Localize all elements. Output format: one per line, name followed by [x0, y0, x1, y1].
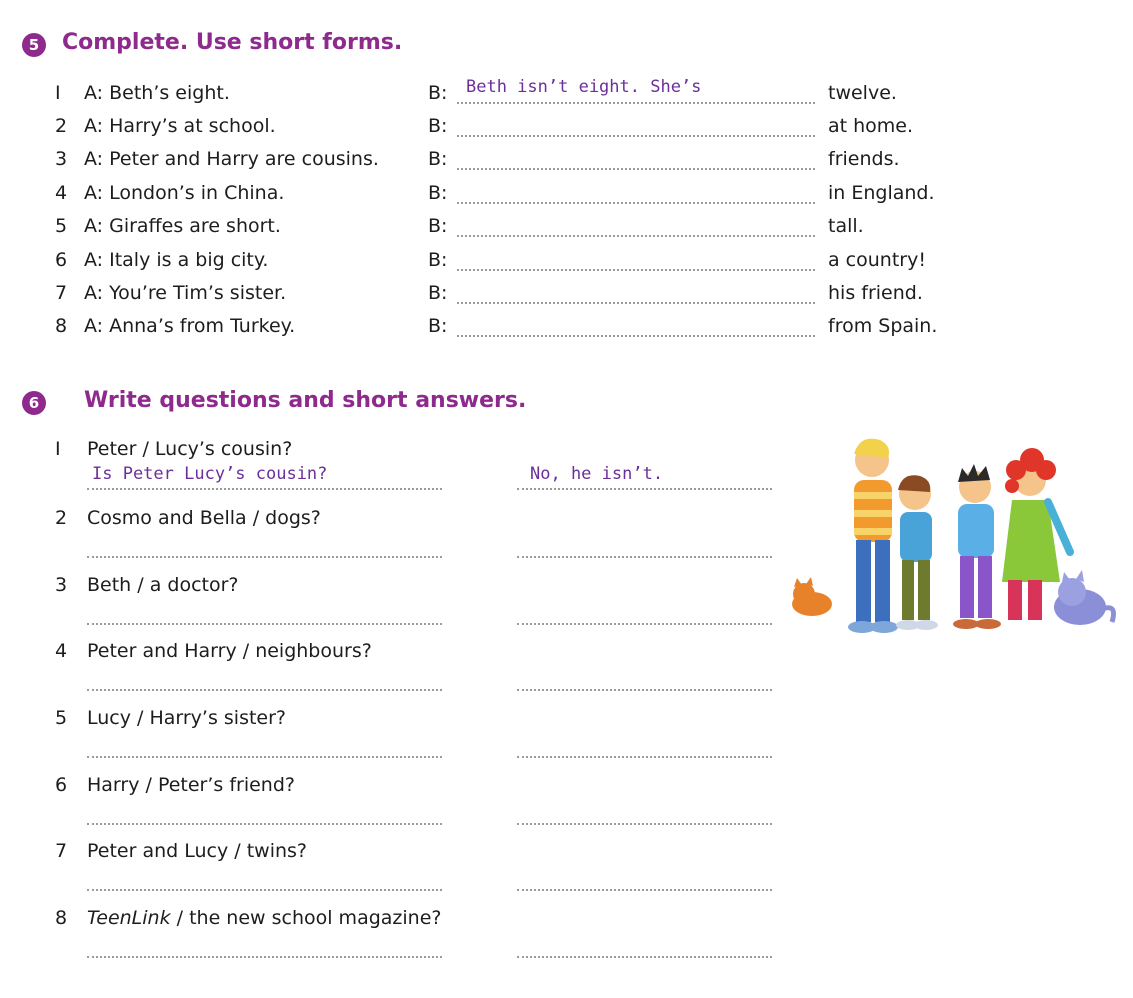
b-label: B: [428, 249, 448, 271]
row-question: A: Peter and Harry are cousins. [84, 148, 379, 170]
four-children-illustration [780, 432, 1120, 647]
row-prompt: Peter / Lucy’s cousin? [87, 438, 293, 460]
row-prompt: Cosmo and Bella / dogs? [87, 507, 321, 529]
short-answer-line[interactable] [517, 488, 772, 490]
exercise-5-row [0, 146, 1133, 179]
question-line[interactable] [87, 623, 442, 625]
row-prompt: Lucy / Harry’s sister? [87, 707, 287, 729]
row-number: 5 [55, 707, 68, 729]
exercise-5-row [0, 180, 1133, 213]
row-ending: friends. [828, 148, 900, 170]
short-answer-line[interactable] [517, 756, 772, 758]
row-number: 4 [55, 182, 68, 204]
row-ending: a country! [828, 249, 926, 271]
handwritten-answer: Beth isn’t eight. She’s [466, 77, 702, 97]
handwritten-question: Is Peter Lucy’s cousin? [92, 464, 328, 484]
row-number: 8 [55, 315, 68, 337]
short-answer-line[interactable] [517, 889, 772, 891]
row-number: 3 [55, 574, 68, 596]
row-question: A: Italy is a big city. [84, 249, 269, 271]
b-label: B: [428, 315, 448, 337]
handwritten-short-answer: No, he isn’t. [530, 464, 664, 484]
row-number: 6 [55, 774, 68, 796]
short-answer-line[interactable] [517, 623, 772, 625]
exercise-6-header [22, 388, 46, 418]
answer-line[interactable] [457, 269, 815, 271]
row-question: A: Beth’s eight. [84, 82, 230, 104]
row-ending: his friend. [828, 282, 923, 304]
row-number: 5 [55, 215, 68, 237]
question-line[interactable] [87, 756, 442, 758]
question-line[interactable] [87, 889, 442, 891]
row-question: A: Harry’s at school. [84, 115, 276, 137]
exercise-5-row [0, 280, 1133, 313]
row-ending: from Spain. [828, 315, 938, 337]
row-number: 8 [55, 907, 68, 929]
row-number: 7 [55, 840, 68, 862]
row-prompt: Beth / a doctor? [87, 574, 239, 596]
short-answer-line[interactable] [517, 556, 772, 558]
row-number: 6 [55, 249, 68, 271]
row-number: 4 [55, 640, 68, 662]
magazine-name: TeenLink [87, 907, 171, 929]
row-prompt-rest: / the new school magazine? [170, 907, 442, 929]
question-line[interactable] [87, 689, 442, 691]
exercise-5-title: Complete. Use short forms. [62, 30, 403, 55]
orange-cat-icon [792, 577, 832, 616]
row-question: A: Anna’s from Turkey. [84, 315, 296, 337]
exercise-6-number-badge: 6 [22, 391, 46, 415]
exercise-5-row [0, 313, 1133, 346]
row-ending: at home. [828, 115, 914, 137]
short-answer-line[interactable] [517, 823, 772, 825]
row-number: I [55, 82, 61, 104]
row-prompt: Peter and Harry / neighbours? [87, 640, 372, 662]
row-number: 2 [55, 115, 68, 137]
answer-line[interactable] [457, 335, 815, 337]
row-prompt: Harry / Peter’s friend? [87, 774, 295, 796]
row-question: A: Giraffes are short. [84, 215, 281, 237]
short-answer-line[interactable] [517, 956, 772, 958]
short-answer-line[interactable] [517, 689, 772, 691]
answer-line[interactable] [457, 202, 815, 204]
answer-line[interactable] [457, 135, 815, 137]
blond-boy-figure [848, 439, 898, 633]
exercise-5-row [0, 213, 1133, 246]
b-label: B: [428, 215, 448, 237]
question-line[interactable] [87, 556, 442, 558]
answer-line[interactable] [457, 302, 815, 304]
b-label: B: [428, 115, 448, 137]
question-line[interactable] [87, 488, 442, 490]
row-question: A: London’s in China. [84, 182, 285, 204]
row-ending: in England. [828, 182, 935, 204]
b-label: B: [428, 282, 448, 304]
exercise-6-title: Write questions and short answers. [84, 388, 527, 413]
exercise-5-row [0, 77, 1133, 113]
row-prompt [87, 905, 441, 931]
row-ending: tall. [828, 215, 864, 237]
grey-cat-icon [1054, 570, 1114, 625]
row-number: 7 [55, 282, 68, 304]
answer-line[interactable] [457, 102, 815, 104]
b-label: B: [428, 82, 448, 104]
b-label: B: [428, 182, 448, 204]
exercise-5-row [0, 113, 1133, 146]
question-line[interactable] [87, 956, 442, 958]
row-number: I [55, 438, 61, 460]
exercise-5-row [0, 247, 1133, 280]
exercise-5-header [22, 30, 46, 60]
b-label: B: [428, 148, 448, 170]
dark-hair-boy-figure [953, 464, 1001, 629]
question-line[interactable] [87, 823, 442, 825]
row-prompt: Peter and Lucy / twins? [87, 840, 308, 862]
brown-hair-boy-figure [896, 475, 938, 630]
row-number: 2 [55, 507, 68, 529]
row-ending: twelve. [828, 82, 897, 104]
answer-line[interactable] [457, 235, 815, 237]
row-number: 3 [55, 148, 68, 170]
exercise-5-number-badge: 5 [22, 33, 46, 57]
answer-line[interactable] [457, 168, 815, 170]
row-question: A: You’re Tim’s sister. [84, 282, 287, 304]
